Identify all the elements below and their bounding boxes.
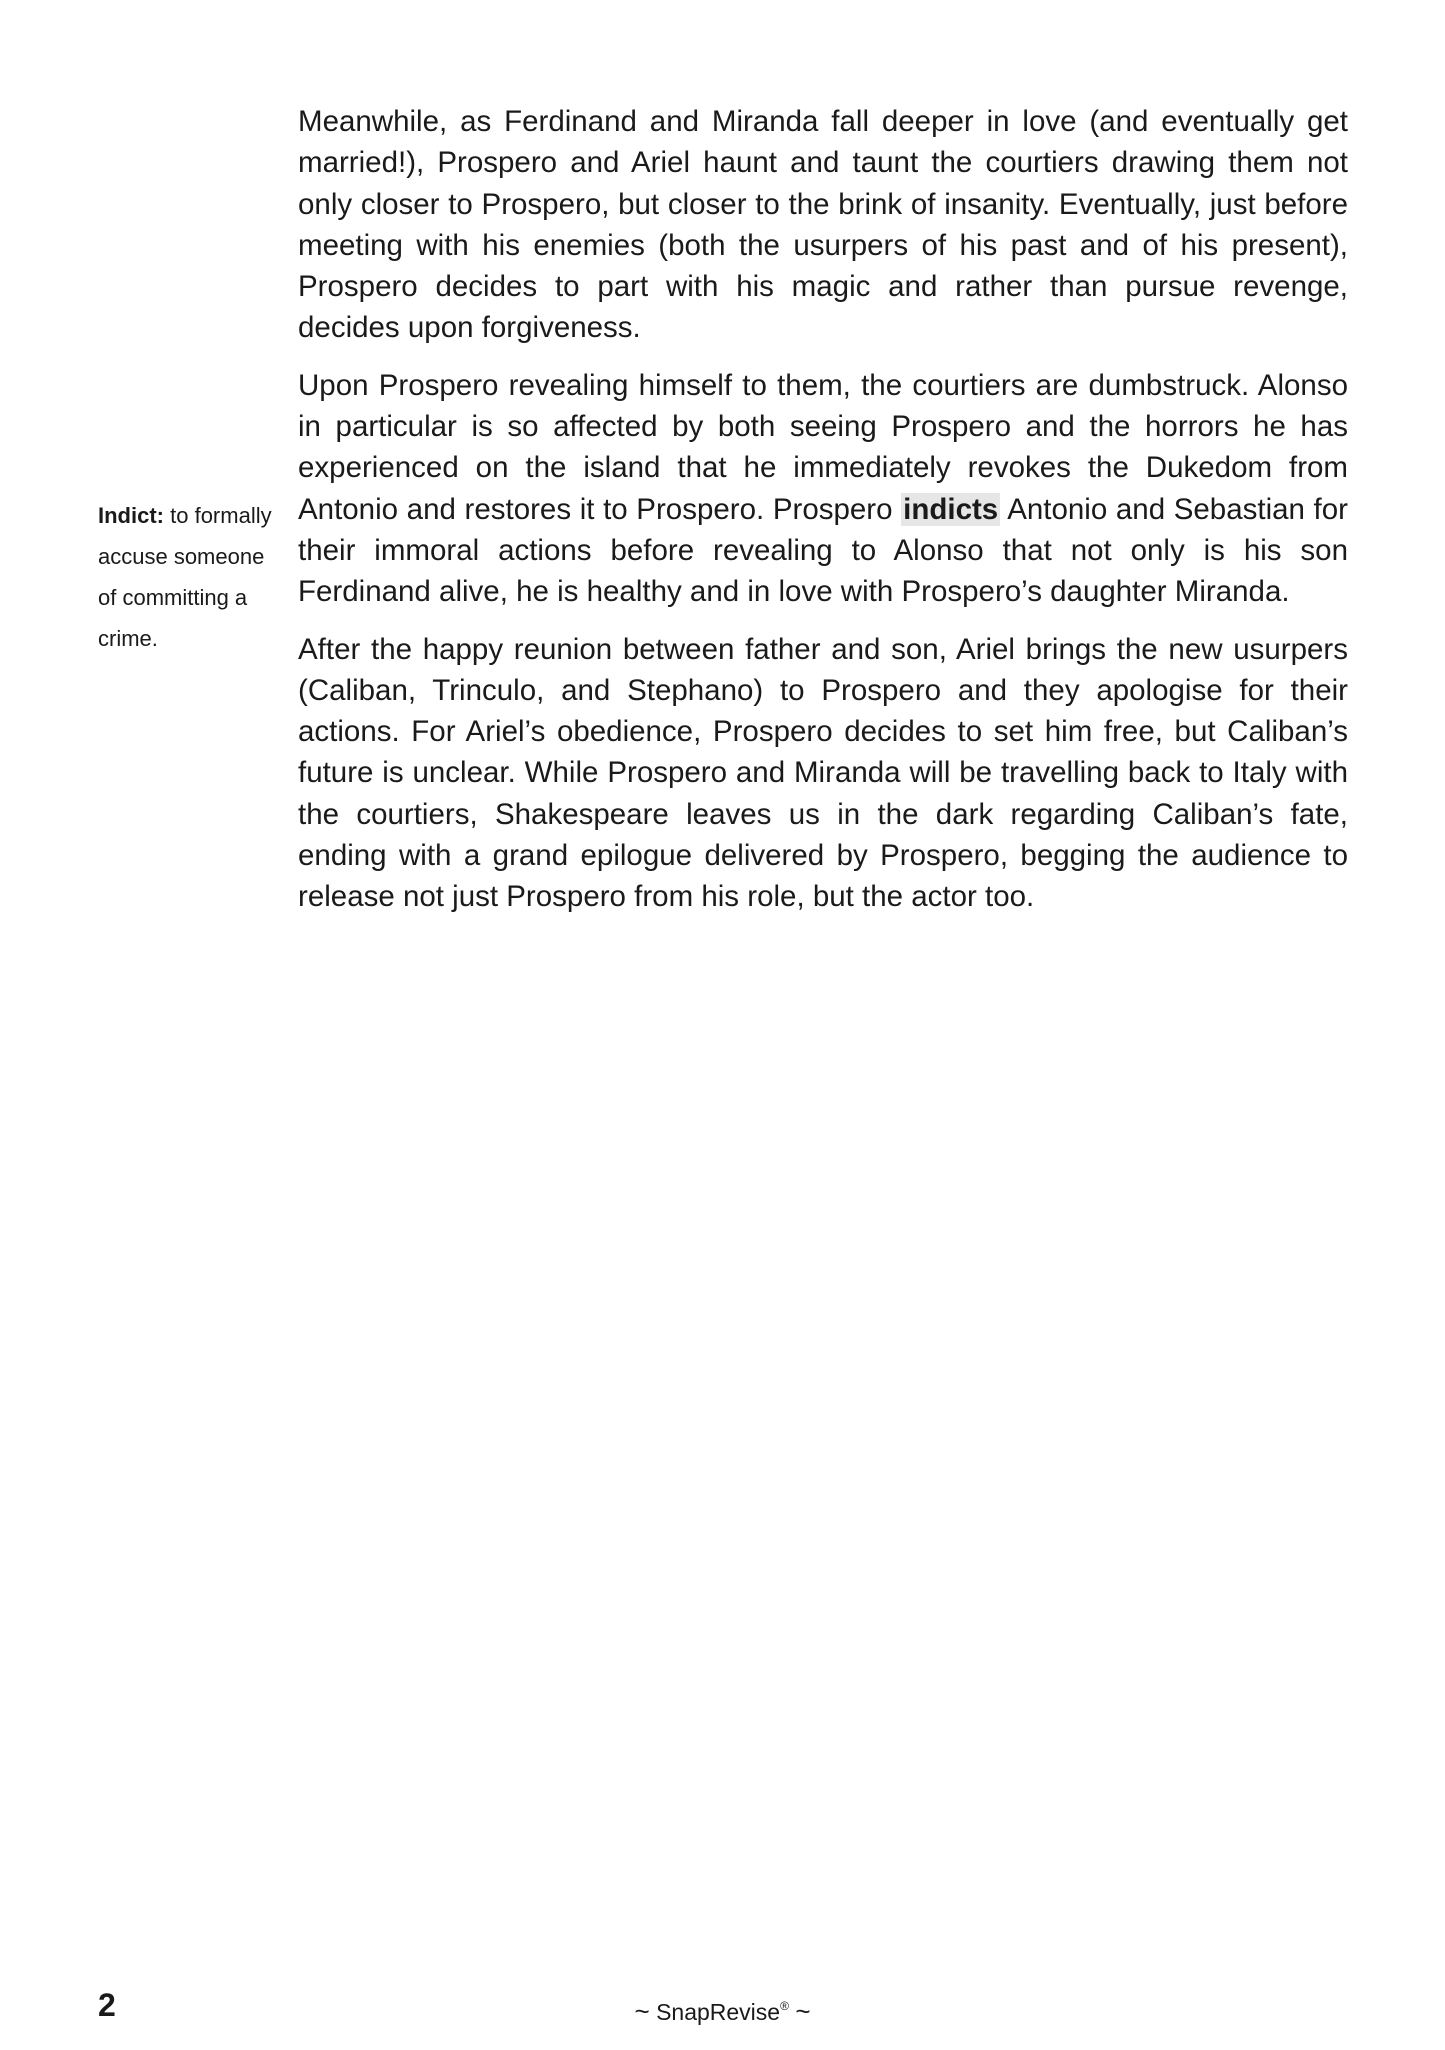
tilde-left: ~ <box>634 1996 650 2026</box>
main-text <box>298 101 1348 934</box>
tilde-right: ~ <box>795 1996 811 2026</box>
registered-mark: ® <box>780 1999 789 2013</box>
paragraph-1: Meanwhile, as Ferdinand and Miranda fall deeper in love (and eventually get married!), Prospero and Ariel haunt and taunt the courtiers drawing them not only closer to Prospero, but closer to the brink of insanity. Eventually, just before meeting with his enemies (both the usurpers of his past and of his present), Prospero decides to part with his magic and rather than pursue revenge, decides upon forgiveness. <box>298 105 1348 345</box>
highlighted-term: indicts <box>903 492 999 526</box>
page-number: 2 <box>98 1987 116 2023</box>
footer-brand <box>0 1991 1445 2027</box>
glossary-sidenote <box>98 495 278 659</box>
paragraph-2-text-end: Antonio and Sebastian for their immoral actions before revealing to Alonso that not only is his son Ferdinand alive, he is healthy and in love with Prospero’s daughter Miranda. <box>298 492 1348 609</box>
brand-name: SnapRevise <box>656 1999 781 2025</box>
paragraph-3: After the happy reunion between father and son, Ariel brings the new usurpers (Caliban, Trinculo, and Stephano) to Prospero and they apologise for their actions. For Ariel’s obedience, Prospero decides to set him free, but Caliban’s future is unclear. While Prospero and Miranda will be travelling back to Italy with the courtiers, Shakespeare leaves us in the dark regarding Caliban’s fate, ending with a grand epilogue delivered by Prospero, begging the audience to release not just Prospero from his role, but the actor too. <box>298 632 1348 914</box>
paragraph-2 <box>298 365 1348 613</box>
glossary-term: Indict: <box>98 503 164 528</box>
glossary-definition: to formally accuse someone of committing a crime. <box>98 503 272 651</box>
paragraph-2-text-start: Upon Prospero revealing himself to them, the courtiers are dumbstruck. Alonso in particular is so affected by both seeing Prospero and the horrors he has experienced on the island that he immediately revokes the Dukedom from Antonio and restores it to Prospero. Prospero <box>298 368 1348 526</box>
